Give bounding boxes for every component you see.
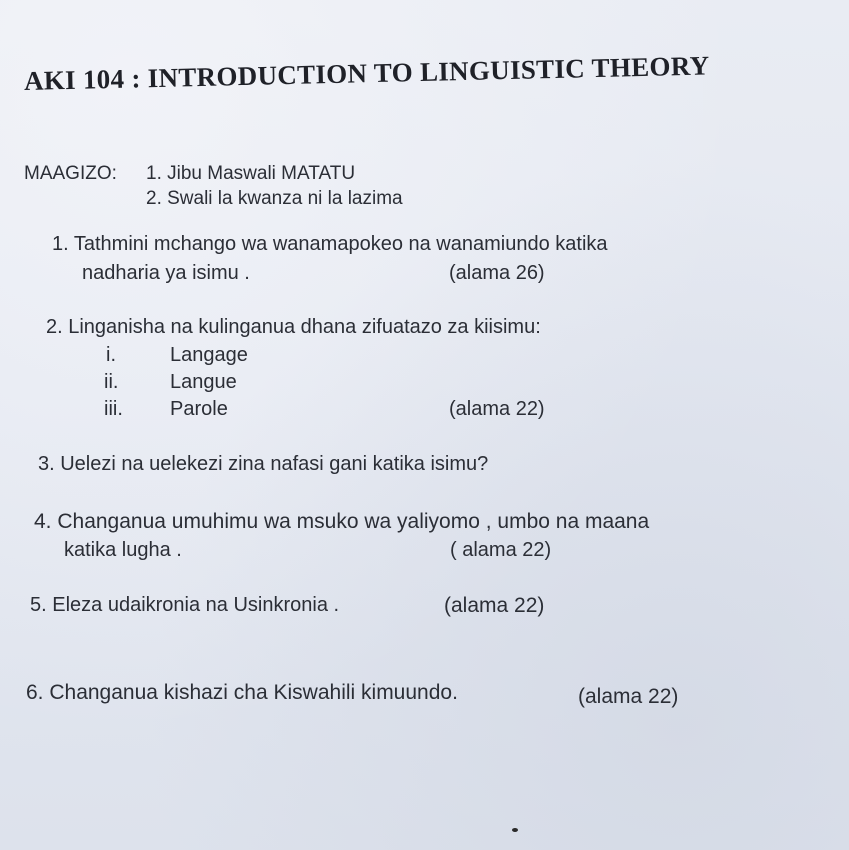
exam-title: AKI 104 : INTRODUCTION TO LINGUISTIC THEORY — [23, 50, 710, 96]
question-2-line-1: 2. Linganisha na kulinganua dhana zifuatazo za kiisimu: — [46, 316, 541, 338]
sub-item-term: Langage — [170, 344, 248, 366]
question-4-line-2: katika lugha . — [64, 539, 182, 561]
question-4-marks: ( alama 22) — [450, 539, 552, 561]
question-1-line-1: 1. Tathmini mchango wa wanamapokeo na wanamiundo katika — [52, 233, 608, 255]
sub-item-term: Langue — [170, 371, 237, 393]
ink-speck — [512, 828, 518, 832]
instruction-item: 1. Jibu Maswali MATATU — [146, 163, 356, 184]
question-2-marks: (alama 22) — [449, 398, 545, 420]
sub-item-term: Parole — [170, 398, 228, 420]
question-6-marks: (alama 22) — [578, 685, 679, 708]
question-3-line-1: 3. Uelezi na uelekezi zina nafasi gani katika isimu? — [38, 453, 489, 475]
question-5-line-1: 5. Eleza udaikronia na Usinkronia . — [30, 594, 340, 616]
instructions-label: MAAGIZO: — [24, 163, 117, 184]
sub-item-numeral: ii. — [104, 371, 119, 393]
instruction-item: 2. Swali la kwanza ni la lazima — [146, 188, 403, 209]
question-5-marks: (alama 22) — [444, 594, 545, 617]
question-1-line-2: nadharia ya isimu . — [82, 262, 250, 284]
question-6-line-1: 6. Changanua kishazi cha Kiswahili kimuundo. — [26, 681, 458, 704]
sub-item-numeral: i. — [106, 344, 116, 366]
question-4-line-1: 4. Changanua umuhimu wa msuko wa yaliyomo , umbo na maana — [34, 510, 650, 533]
sub-item-numeral: iii. — [104, 398, 123, 420]
question-1-marks: (alama 26) — [449, 262, 545, 284]
